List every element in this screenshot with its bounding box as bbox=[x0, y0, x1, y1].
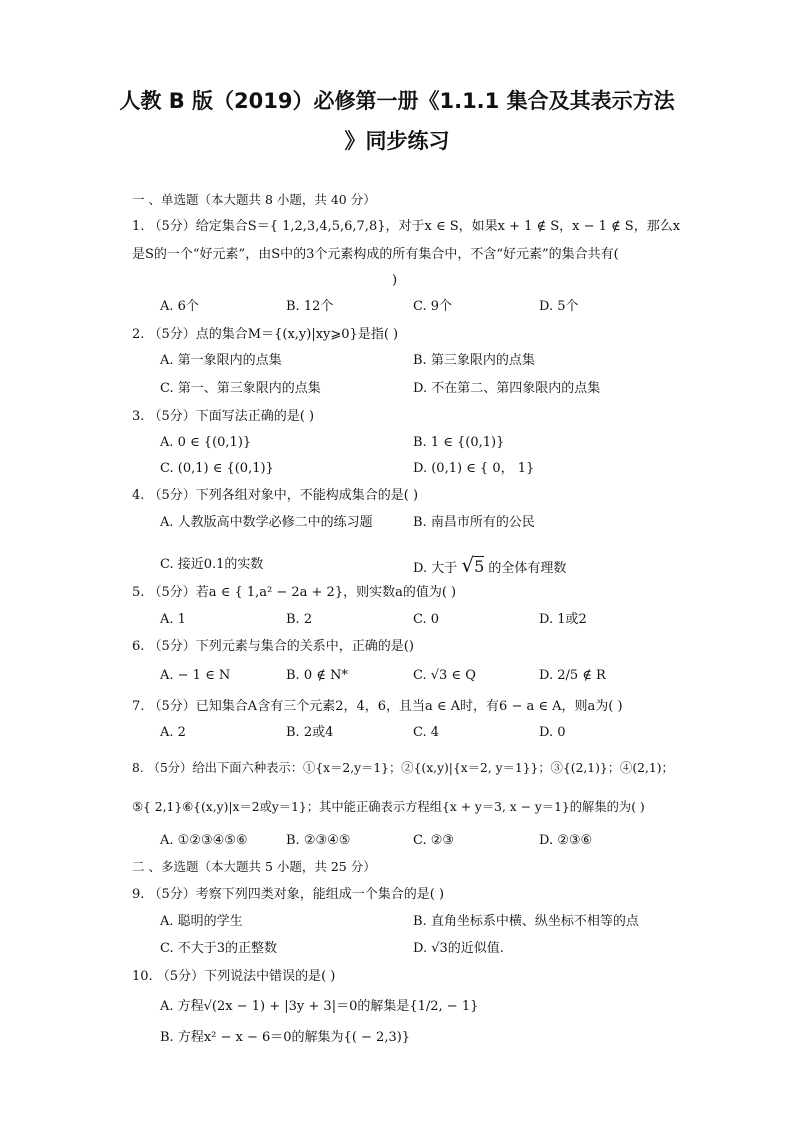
question-6-option-d: D. 2/5 ∉ R bbox=[539, 668, 606, 683]
question-5-option-b: B. 2 bbox=[286, 612, 313, 627]
question-8-option-d: D. ②③⑥ bbox=[539, 833, 593, 848]
question-6-option-b: B. 0 ∉ N* bbox=[286, 668, 348, 683]
question-8-line-2: ⑤{ 2,1}⑥{(x,y)|x＝2或y＝1}；其中能正确表示方程组{x + y＝3, x − y＝1}的解集的为( ) bbox=[132, 800, 645, 814]
question-1-line-3: ) bbox=[392, 273, 398, 288]
question-9-option-c: C. 不大于3的正整数 bbox=[160, 941, 278, 956]
question-1-line-2: 是S的一个“好元素”，由S中的3个元素构成的所有集合中，不含“好元素”的集合共有( bbox=[132, 247, 619, 262]
sqrt-radical: √ bbox=[461, 553, 475, 577]
question-10-stem: 10. （5分）下列说法中错误的是( ) bbox=[132, 969, 336, 984]
question-4-option-c: C. 接近0.1的实数 bbox=[160, 557, 264, 572]
question-3-stem: 3. （5分）下面写法正确的是( ) bbox=[132, 409, 315, 424]
question-6-stem: 6. （5分）下列元素与集合的关系中，正确的是() bbox=[132, 639, 414, 654]
question-2-option-c: C. 第一、第三象限内的点集 bbox=[160, 381, 321, 396]
question-7-option-a: A. 2 bbox=[160, 725, 186, 740]
question-6-option-a: A. − 1 ∈ N bbox=[160, 668, 231, 683]
question-4-option-d bbox=[413, 553, 567, 578]
question-5-stem: 5. （5分）若a ∈ { 1,a² − 2a + 2}，则实数a的值为( ) bbox=[132, 585, 457, 600]
question-5-option-d: D. 1或2 bbox=[539, 612, 587, 627]
question-8-line-1: 8. （5分）给出下面六种表示：①{x＝2,y＝1}；②{(x,y)|{x＝2, y＝1}}；③{(2,1)}；④(2,1)； bbox=[132, 761, 674, 775]
question-4-option-d-suffix: 的全体有理数 bbox=[484, 561, 567, 576]
question-4-option-a: A. 人教版高中数学必修二中的练习题 bbox=[160, 515, 373, 530]
section-heading-single-choice: 一 、单选题（本大题共 8 小题，共 40 分） bbox=[132, 192, 376, 207]
question-9-option-b: B. 直角坐标系中横、纵坐标不相等的点 bbox=[413, 914, 639, 929]
question-9-option-a: A. 聪明的学生 bbox=[160, 914, 243, 929]
question-7-option-b: B. 2或4 bbox=[286, 725, 334, 740]
question-9-option-d: D. √3的近似值. bbox=[413, 941, 504, 956]
question-5-option-a: A. 1 bbox=[160, 612, 186, 627]
question-1-option-b: B. 12个 bbox=[286, 299, 334, 314]
question-1-option-a: A. 6个 bbox=[160, 299, 199, 314]
question-5-option-c: C. 0 bbox=[413, 612, 440, 627]
question-3-option-d: D. (0,1) ∈ { 0， 1} bbox=[413, 461, 535, 476]
question-3-option-a: A. 0 ∈ {(0,1)} bbox=[160, 435, 252, 450]
question-8-option-a: A. ①②③④⑤⑥ bbox=[160, 833, 248, 848]
question-1-line-1: 1. （5分）给定集合S＝{ 1,2,3,4,5,6,7,8}，对于x ∈ S，如果x + 1 ∉ S，x − 1 ∉ S，那么x bbox=[132, 219, 681, 234]
document-title-line-1: 人教 B 版（2019）必修第一册《1.1.1 集合及其表示方法 bbox=[119, 89, 675, 113]
question-8-option-c: C. ②③ bbox=[413, 833, 455, 848]
question-8-option-b: B. ②③④⑤ bbox=[286, 833, 351, 848]
question-2-option-a: A. 第一象限内的点集 bbox=[160, 353, 282, 368]
document-title-line-2: 》同步练习 bbox=[344, 129, 450, 153]
question-6-option-c: C. √3 ∈ Q bbox=[413, 668, 476, 683]
question-10-option-b: B. 方程x² − x − 6＝0的解集为{( − 2,3)} bbox=[160, 1030, 411, 1045]
question-2-option-b: B. 第三象限内的点集 bbox=[413, 353, 535, 368]
question-2-option-d: D. 不在第二、第四象限内的点集 bbox=[413, 381, 601, 396]
question-3-option-c: C. (0,1) ∈ {(0,1)} bbox=[160, 461, 274, 476]
question-4-stem: 4. （5分）下列各组对象中，不能构成集合的是( ) bbox=[132, 488, 419, 503]
question-7-option-d: D. 0 bbox=[539, 725, 566, 740]
question-7-option-c: C. 4 bbox=[413, 725, 440, 740]
question-3-option-b: B. 1 ∈ {(0,1)} bbox=[413, 435, 505, 450]
question-1-option-d: D. 5个 bbox=[539, 299, 579, 314]
question-10-option-a: A. 方程√(2x − 1) + |3y + 3|＝0的解集是{1/2, − 1} bbox=[160, 999, 479, 1014]
question-2-stem: 2. （5分）点的集合M＝{(x,y)|xy⩾0}是指( ) bbox=[132, 327, 399, 342]
question-7-stem: 7. （5分）已知集合A含有三个元素2，4，6，且当a ∈ A时，有6 − a ∈ A，则a为( ) bbox=[132, 699, 623, 714]
question-4-option-d-radicand: 5 bbox=[474, 557, 485, 576]
question-4-option-d-prefix: D. 大于 bbox=[413, 561, 462, 576]
question-1-option-c: C. 9个 bbox=[413, 299, 453, 314]
question-4-option-b: B. 南昌市所有的公民 bbox=[413, 515, 535, 530]
question-9-stem: 9. （5分）考察下列四类对象，能组成一个集合的是( ) bbox=[132, 887, 445, 902]
section-heading-multiple-choice: 二 、多选题（本大题共 5 小题，共 25 分） bbox=[132, 859, 376, 874]
